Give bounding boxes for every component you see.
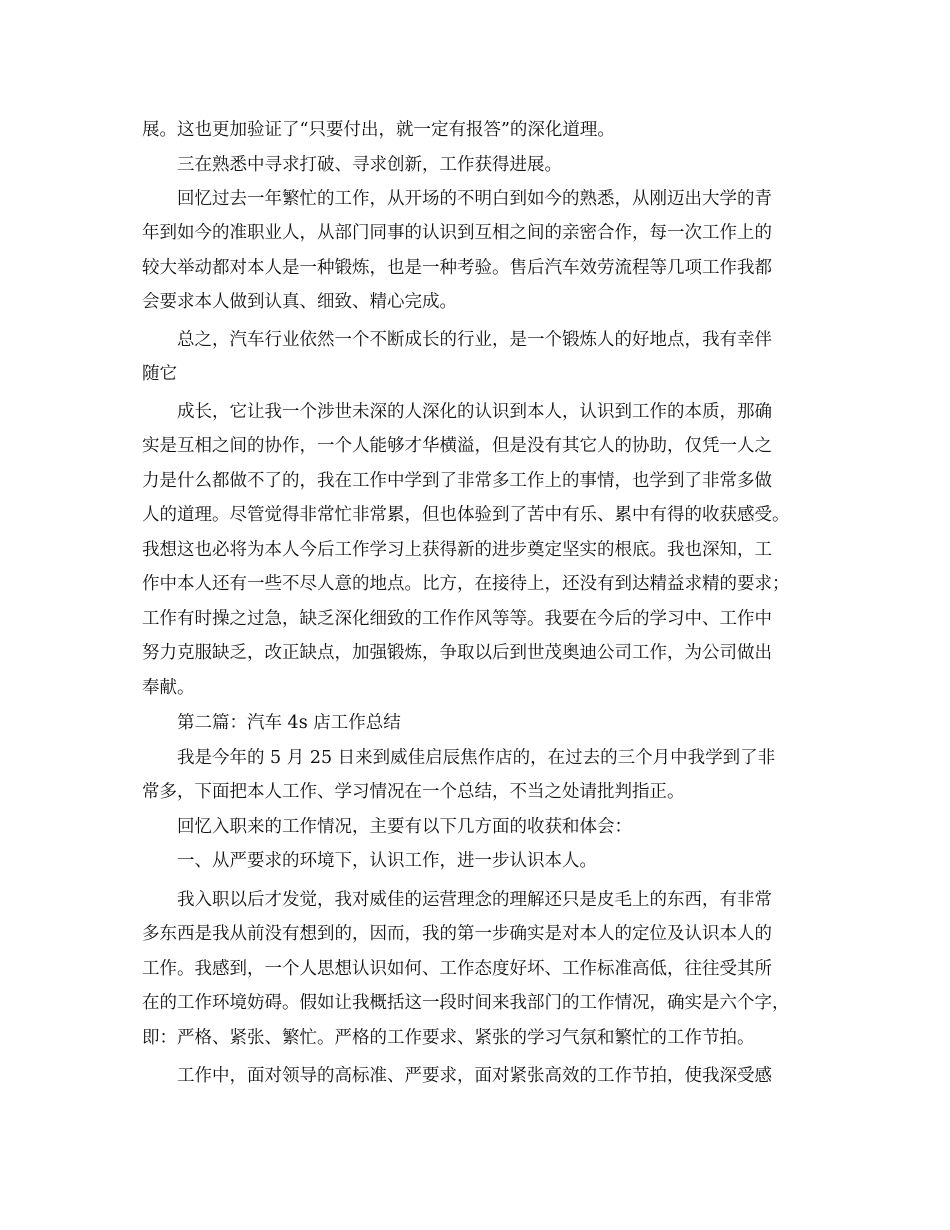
text-line: 人的道理。尽管觉得非常忙非常累，但也体验到了苦中有乐、累中有得的收获感受。 (142, 505, 790, 525)
text-line: 三在熟悉中寻求打破、寻求创新，工作获得进展。 (177, 155, 562, 175)
text-line: 随它 (142, 364, 177, 384)
text-line: 多东西是我从前没有想到的，因而，我的第一步确实是对本人的定位及认识本人的 (142, 924, 772, 944)
text-line: 成长，它让我一个涉世未深的人深化的认识到本人，认识到工作的本质，那确 (177, 402, 772, 422)
text-line: 在的工作环境妨碍。假如让我概括这一段时间来我部门的工作情况，确实是六个字， (142, 993, 790, 1013)
text-line: 回忆过去一年繁忙的工作，从开场的不明白到如今的熟悉，从刚迈出大学的青 (177, 189, 772, 209)
text-line: 奉献。 (142, 678, 195, 698)
text-line: 工作。我感到，一个人思想认识如何、工作态度好坏、工作标准高低，往往受其所 (142, 959, 772, 979)
text-line: 作中本人还有一些不尽人意的地点。比方，在接待上，还没有到达精益求精的要求； (142, 574, 790, 594)
text-line: 实是互相之间的协作，一个人能够才华横溢，但是没有其它人的协助，仅凭一人之 (142, 436, 772, 456)
text-line: 展。这也更加验证了“只要付出，就一定有报答”的深化道理。 (142, 120, 615, 140)
text-line: 即：严格、紧张、繁忙。严格的工作要求、紧张的学习气氛和繁忙的工作节拍。 (142, 1028, 755, 1048)
text-line: 我是今年的 5 月 25 日来到威佳启辰焦作店的，在过去的三个月中我学到了非 (177, 748, 776, 768)
text-line: 工作有时操之过急，缺乏深化细致的工作作风等等。我要在今后的学习中、工作中 (142, 609, 772, 629)
text-line: 常多，下面把本人工作、学习情况在一个总结，不当之处请批判指正。 (142, 782, 685, 802)
text-line: 工作中，面对领导的高标准、严要求，面对紧张高效的工作节拍，使我深受感 (177, 1066, 772, 1086)
text-line: 总之，汽车行业依然一个不断成长的行业，是一个锻炼人的好地点，我有幸伴 (177, 330, 772, 350)
text-line: 回忆入职来的工作情况，主要有以下几方面的收获和体会： (177, 817, 632, 837)
text-line: 会要求本人做到认真、细致、精心完成。 (142, 292, 457, 312)
text-line: 我想这也必将为本人今后工作学习上获得新的进步奠定坚实的根底。我也深知，工 (142, 540, 772, 560)
section-heading: 第二篇：汽车 4s 店工作总结 (177, 713, 401, 733)
text-line: 年到如今的准职业人，从部门同事的认识到互相之间的亲密合作，每一次工作上的 (142, 223, 772, 243)
text-line: 一、从严要求的环境下，认识工作，进一步认识本人。 (177, 851, 597, 871)
text-line: 努力克服缺乏，改正缺点，加强锻炼，争取以后到世茂奥迪公司工作，为公司做出 (142, 643, 772, 663)
text-line: 力是什么都做不了的，我在工作中学到了非常多工作上的事情，也学到了非常多做 (142, 471, 772, 491)
text-line: 我入职以后才发觉，我对威佳的运营理念的理解还只是皮毛上的东西，有非常 (177, 890, 772, 910)
text-line: 较大举动都对本人是一种锻炼，也是一种考验。售后汽车效劳流程等几项工作我都 (142, 258, 772, 278)
